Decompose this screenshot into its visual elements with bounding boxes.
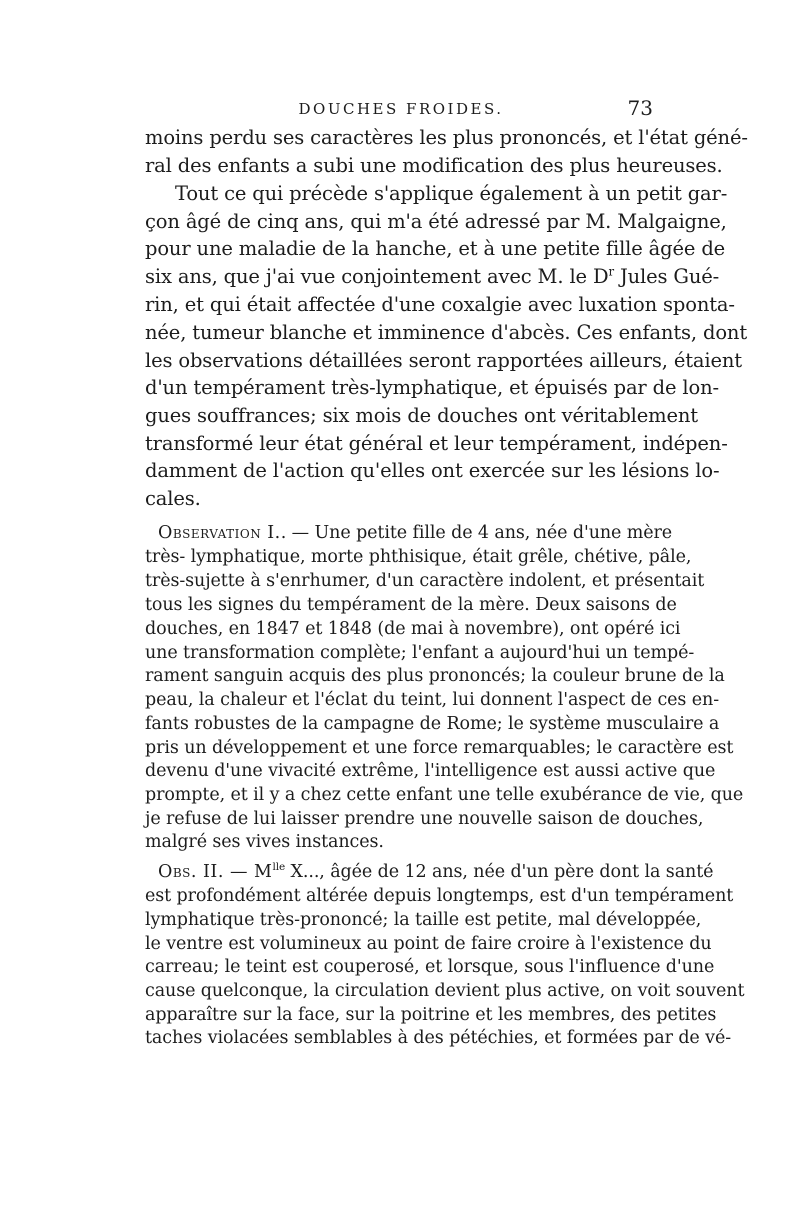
observation-heading: Obs. II. — M bbox=[158, 862, 273, 882]
text-line: le ventre est volumineux au point de faire croire à l'existence du bbox=[145, 934, 712, 954]
text-line: douches, en 1847 et 1848 (de mai à novembre), ont opéré ici bbox=[145, 619, 681, 639]
text-line-start: six ans, que j'ai vue conjointement avec M. le D bbox=[145, 265, 609, 288]
text-line: Tout ce qui précède s'applique également à un petit gar- bbox=[175, 182, 728, 205]
text-line: très- lymphatique, morte phthisique, était grêle, chétive, pâle, bbox=[145, 547, 692, 567]
text-line-end: Jules Gué- bbox=[613, 265, 720, 288]
text-line: taches violacées semblables à des pétéchies, et formées par de vé- bbox=[145, 1028, 732, 1048]
text-line: ral des enfants a subi une modification des plus heureuses. bbox=[145, 154, 723, 177]
text-line: moins perdu ses caractères les plus prononcés, et l'état géné- bbox=[145, 126, 748, 149]
text-line: je refuse de lui laisser prendre une nouvelle saison de douches, bbox=[145, 809, 704, 829]
text-line: rin, et qui était affectée d'une coxalgie avec luxation sponta- bbox=[145, 293, 735, 316]
text-line: tous les signes du tempérament de la mère. Deux saisons de bbox=[145, 595, 677, 615]
running-title: DOUCHES FROIDES. bbox=[298, 100, 504, 118]
text-line bbox=[158, 861, 714, 882]
text-line: très-sujette à s'enrhumer, d'un caractère indolent, et présentait bbox=[145, 571, 705, 591]
text-line: çon âgé de cinq ans, qui m'a été adressé par M. Malgaigne, bbox=[145, 210, 727, 233]
text-line: cales. bbox=[145, 487, 201, 510]
text-line: transformé leur état général et leur tempérament, indépen- bbox=[145, 432, 728, 455]
text-line: née, tumeur blanche et imminence d'abcès. Ces enfants, dont bbox=[145, 321, 748, 344]
text-line: fants robustes de la campagne de Rome; le système musculaire a bbox=[145, 714, 720, 734]
text-line-end: . — Une petite fille de 4 ans, née d'une mère bbox=[280, 523, 673, 543]
text-line: est profondément altérée depuis longtemps, est d'un tempérament bbox=[145, 886, 734, 906]
text-line: rament sanguin acquis des plus prononcés; la couleur brune de la bbox=[145, 666, 725, 686]
text-line: carreau; le teint est couperosé, et lorsque, sous l'influence d'une bbox=[145, 957, 715, 977]
text-line: cause quelconque, la circulation devient plus active, on voit souvent bbox=[145, 981, 745, 1001]
text-line: lymphatique très-prononcé; la taille est petite, mal développée, bbox=[145, 910, 702, 930]
superscript: lle bbox=[272, 861, 286, 874]
text-line-end: X..., âgée de 12 ans, née d'un père dont la santé bbox=[285, 862, 714, 882]
observation-heading: Observation I. bbox=[158, 523, 281, 543]
text-line bbox=[158, 523, 673, 543]
text-line: les observations détaillées seront rapportées ailleurs, étaient bbox=[145, 349, 742, 372]
superscript: r bbox=[608, 264, 614, 279]
text-line: damment de l'action qu'elles ont exercée sur les lésions lo- bbox=[145, 459, 720, 482]
text-line: peau, la chaleur et l'éclat du teint, lui donnent l'aspect de ces en- bbox=[145, 690, 720, 710]
page-number: 73 bbox=[627, 96, 653, 120]
text-line: pris un développement et une force remarquables; le caractère est bbox=[145, 738, 734, 758]
text-line: pour une maladie de la hanche, et à une petite fille âgée de bbox=[145, 237, 726, 260]
text-line: gues souffrances; six mois de douches ont véritablement bbox=[145, 404, 698, 427]
text-line: prompte, et il y a chez cette enfant une telle exubérance de vie, que bbox=[145, 785, 744, 805]
text-line: devenu d'une vivacité extrême, l'intelligence est aussi active que bbox=[145, 761, 716, 781]
text-line bbox=[145, 264, 720, 288]
page-header bbox=[145, 96, 657, 126]
text-line: malgré ses vives instances. bbox=[145, 832, 384, 852]
text-line: une transformation complète; l'enfant a aujourd'hui un tempé- bbox=[145, 643, 695, 663]
text-line: d'un tempérament très-lymphatique, et épuisés par de lon- bbox=[145, 376, 719, 399]
text-line: apparaître sur la face, sur la poitrine et les membres, des petites bbox=[145, 1005, 717, 1025]
